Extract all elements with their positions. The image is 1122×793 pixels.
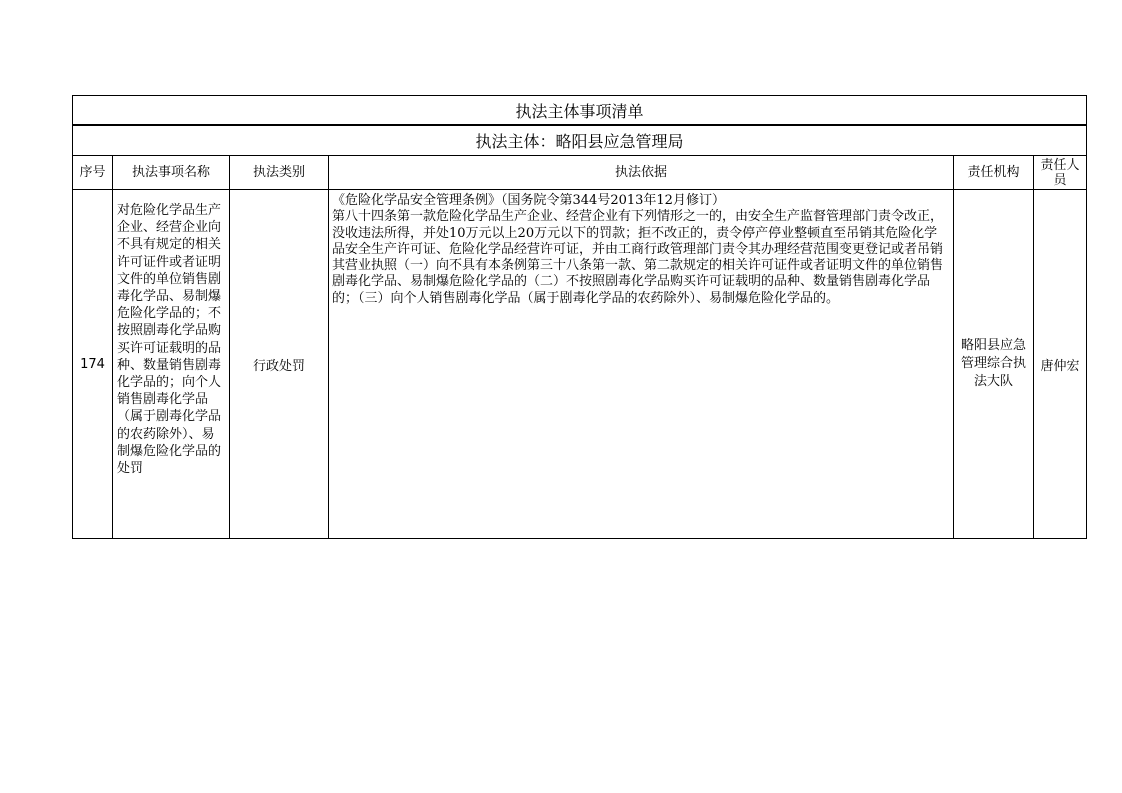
table-title: 执法主体事项清单 xyxy=(73,96,1087,126)
header-item-name: 执法事项名称 xyxy=(113,156,230,190)
table-row xyxy=(73,190,1087,539)
row-item-name: 对危险化学品生产企业、经营企业向不具有规定的相关许可证件或者证明文件的单位销售剧毒化学品、易制爆危险化学品的；不按照剧毒化学品购买许可证载明的品种、数量销售剧毒化学品的；向个人销售剧毒化学品（属于剧毒化学品的农药除外）、易制爆危险化学品的处罚 xyxy=(113,190,230,539)
row-person: 唐仲宏 xyxy=(1034,190,1087,539)
header-category: 执法类别 xyxy=(230,156,329,190)
row-seq: 174 xyxy=(73,190,113,539)
row-dept: 略阳县应急管理综合执法大队 xyxy=(954,190,1034,539)
row-category: 行政处罚 xyxy=(230,190,329,539)
header-person: 责任人员 xyxy=(1034,156,1087,190)
basis-article-text: 第八十四条第一款危险化学品生产企业、经营企业有下列情形之一的，由安全生产监督管理部门责令改正，没收违法所得，并处10万元以上20万元以下的罚款；拒不改正的，责令停产停业整顿直至吊销其危险化学品安全生产许可证、危险化学品经营许可证，并由工商行政管理部门责令其办理经营范围变更登记或者吊销其营业执照（一）向不具有本条例第三十八条第一款、第二款规定的相关许可证件或者证明文件的单位销售剧毒化学品、易制爆危险化学品的（二）不按照剧毒化学品购买许可证载明的品种、数量销售剧毒化学品的；（三）向个人销售剧毒化学品（属于剧毒化学品的农药除外）、易制爆危险化学品的。 xyxy=(332,209,944,306)
basis-law-title: 《危险化学品安全管理条例》（国务院令第344号2013年12月修订） xyxy=(332,193,725,208)
header-seq: 序号 xyxy=(73,156,113,190)
header-dept: 责任机构 xyxy=(954,156,1034,190)
enforcement-table xyxy=(72,95,1087,539)
header-basis: 执法依据 xyxy=(329,156,954,190)
enforcement-subject: 执法主体：略阳县应急管理局 xyxy=(73,125,1087,156)
row-basis xyxy=(329,190,954,539)
